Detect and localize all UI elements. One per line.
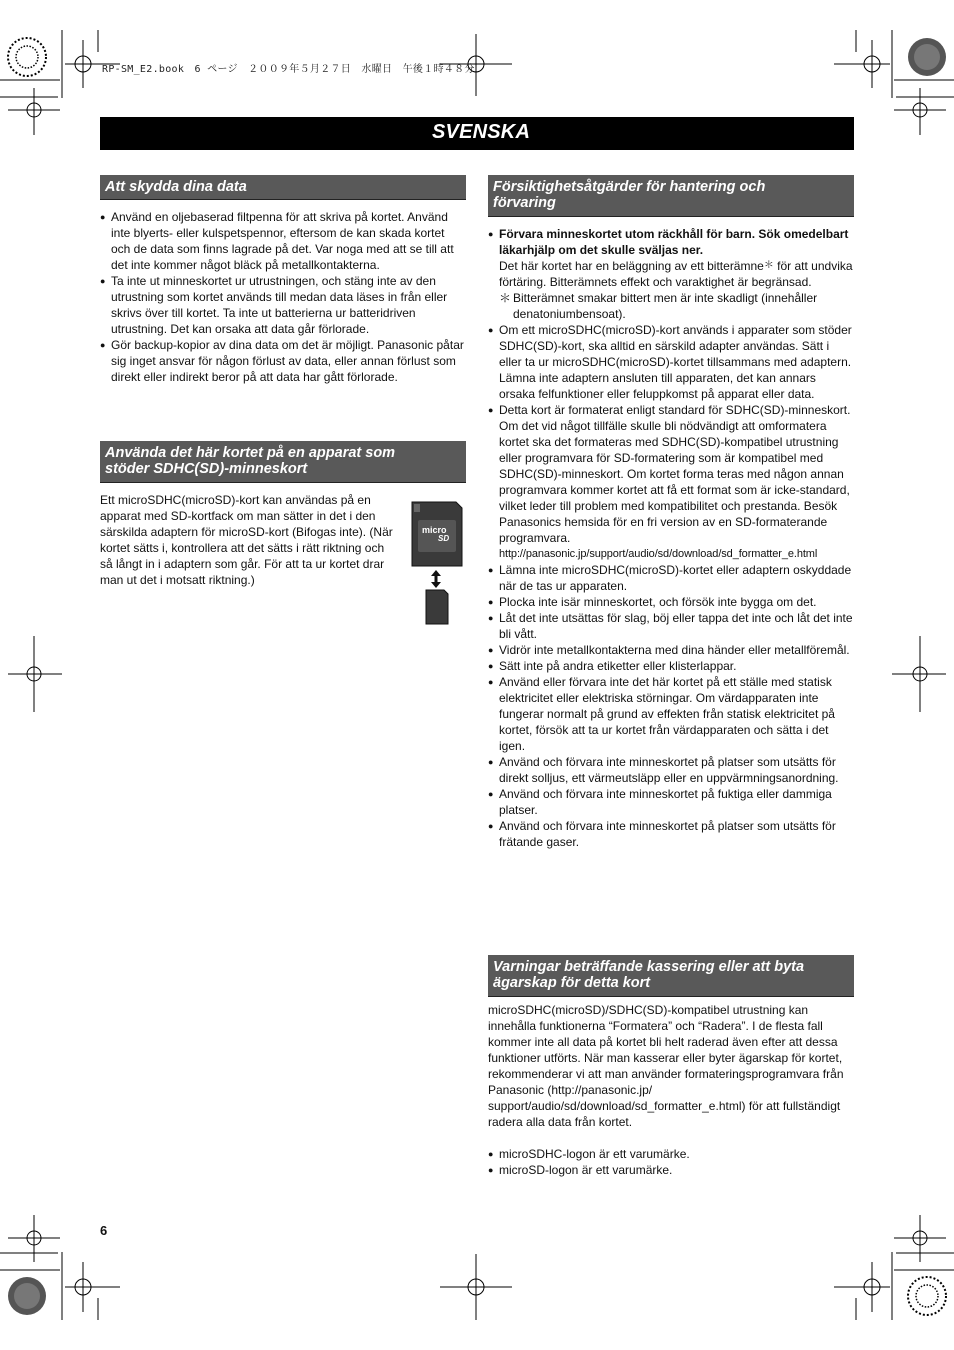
sd-adapter-illustration xyxy=(408,498,466,626)
precautions-list xyxy=(488,226,854,850)
list-item: ● microSD-logon är ett varumärke. xyxy=(488,1162,854,1178)
list-item xyxy=(488,226,854,322)
list-item: ● microSDHC-logon är ett varumärke. xyxy=(488,1146,854,1162)
list-item: ● Använd och förvara inte minneskortet på platser som utsätts för frätande gaser. xyxy=(488,818,854,850)
child-warning: ● Förvara minneskortet utom räckhåll för barn. Sök omedelbart läkarhjälp om det skulle sväljas ner. xyxy=(499,227,849,257)
print-slug: RP-SM_E2.book 6 ページ ２００９年５月２７日 水曜日 午後１時４８分 xyxy=(102,64,475,75)
list-item: ● Plocka inte isär minneskortet, och försök inte bygga om det. xyxy=(488,594,854,610)
list-item: ● Använd eller förvara inte det här kortet på ett ställe med statisk elektricitet eller elektriska störningar. Om värdapparaten inte fungerar normalt på grund av effekten från statisk elektricitet på kortet, försök att ta ur kortet från värdapparaten och sätta i det igen. xyxy=(488,674,854,754)
adapter-logo-bottom: SD xyxy=(438,534,450,543)
list-item: ● Sätt inte på andra etiketter eller klisterlappar. xyxy=(488,658,854,674)
adapter-logo-top: micro xyxy=(422,525,447,535)
page-number: 6 xyxy=(100,1223,108,1238)
formatter-url: http://panasonic.jp/support/audio/sd/download/sd_formatter_e.html xyxy=(499,548,818,560)
usage-text: Ett microSDHC(microSD)-kort kan användas på en apparat med SD-kortfack om man sätter in det i den särskilda adaptern för microSD-kort (Bifogas inte). (När kortet sätts i, kontrollera att det sätts i rätt riktning och så långt in i adaptern som går. För att ta ur kortet drar man ut det i motsatt riktning.) xyxy=(100,493,393,587)
trademark-list xyxy=(488,1146,854,1178)
bitter-coating-text: Det här kortet har en beläggning av ett bitterämne＊ för att undvika förtäring. Bitterämnets effekt och varaktighet är begränsad. xyxy=(499,259,853,289)
list-item: ● Lämna inte microSDHC(microSD)-kortet eller adaptern oskyddade när de tas ur apparaten. xyxy=(488,562,854,594)
page-title: SVENSKA xyxy=(432,121,531,143)
language-banner xyxy=(100,117,854,150)
list-item: ● Ta inte ut minneskortet ur utrustningen, och stäng inte av den utrustning som kortet används till medan data läses in från eller skrivs över till kortet. Ta inte ut batterierna ur batteridriven utrustning. Det kan orsaka att data går förlorade. xyxy=(100,273,466,337)
section-heading-usage: Använda det här kortet på en apparat som stöder SDHC(SD)-minneskort xyxy=(100,441,466,483)
section-heading-protect: Att skydda dina data xyxy=(100,175,466,200)
list-item: ● Detta kort är formaterat enligt standard för SDHC(SD)-minneskort. Om det vid något tillfälle skulle bli nödvändigt att omformatera kortet ska det formateras med SDHC(SD)-kompatibel utrustning eller programvara för SD-formatering som är kompatibel med SDHC(SD)-minneskort. Om kortet forma teras med någon annan programvara kommer kortet att få ett format som är icke-standard, vilket leder till problem med kompatibilitet och prestanda. Besök Panasonics hemsida för en fri version av en SD-formaterande programvara. xyxy=(488,402,854,546)
section-heading-disposal: Varningar beträffande kassering eller att byta ägarskap för detta kort xyxy=(488,955,854,997)
list-item: ● Använd och förvara inte minneskortet på platser som utsätts för direkt solljus, ett värmeutsläpp eller en uppvärmningsanordning. xyxy=(488,754,854,786)
footnote: ＊ Bitterämnet smakar bittert men är inte skadligt (innehåller denatoniumbensoat). xyxy=(499,291,818,321)
section-heading-precautions: Försiktighetsåtgärder för hantering och förvaring xyxy=(488,175,854,217)
protect-list xyxy=(100,209,466,385)
list-item: ● Vidrör inte metallkontakterna med dina händer eller metallföremål. xyxy=(488,642,854,658)
list-item: ● Använd och förvara inte minneskortet på fuktiga eller dammiga platser. xyxy=(488,786,854,818)
list-item: ● Använd en oljebaserad filtpenna för att skriva på kortet. Använd inte blyerts- eller kulspetspennor, eftersom de kan skada kortet och de data som finns lagrade på det. Var noga med att se till att det inte kommer något bläck på metallkontakterna. xyxy=(100,209,466,273)
list-item: ● Gör backup-kopior av dina data om det är möjligt. Panasonic påtar sig inget ansvar för någon förlust av data, eller annan förlust som direkt eller indirekt beror på att data har gått förlorade. xyxy=(100,337,466,385)
list-item: ● Om ett microSDHC(microSD)-kort används i apparater som stöder SDHC(SD)-kort, ska alltid en särskild adapter användas. Sätt i eller ta ur microSDHC(microSD)-kortet tillsammans med adaptern. Lämna inte adaptern ansluten till apparaten, det kan annars orsaka felfunktioner eller feluppkomst på apparat eller data. xyxy=(488,322,854,402)
disposal-text: microSDHC(microSD)/SDHC(SD)-kompatibel utrustning kan innehålla funktionerna “Formatera” och “Radera”. I de flesta fall kommer inte all data på kortet bli helt raderad även efter att dessa funktioner utförts. När man kasserar eller byter ägarskap för kortet, rekommenderar vi att man använder formateringsprogramvara från Panasonic (http://panasonic.jp/ support/audio/sd/download/sd_formatter_e.html) för att fullständigt radera alla data från kortet. xyxy=(488,1003,844,1129)
list-item: ● Låt det inte utsättas för slag, böj eller tappa det inte och låt det inte bli vått. xyxy=(488,610,854,642)
